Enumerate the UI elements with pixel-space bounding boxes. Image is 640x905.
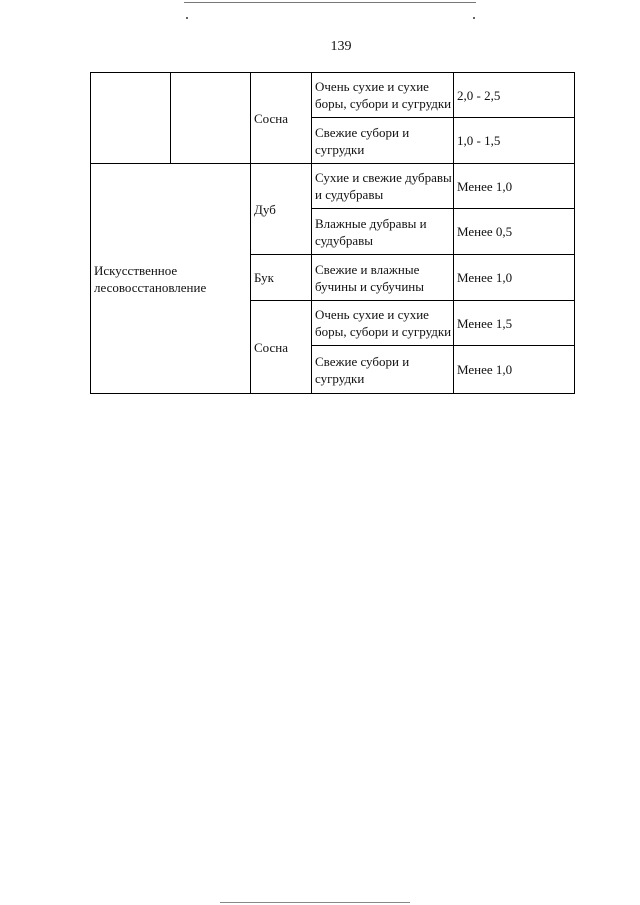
- value-cell: Менее 1,0: [454, 164, 575, 209]
- scan-speck: [186, 17, 188, 19]
- forest-type-cell: Влажные дубравы и судубравы: [312, 209, 454, 255]
- value-cell: Менее 0,5: [454, 209, 575, 255]
- value-cell: Менее 1,0: [454, 346, 575, 394]
- method-cell: Искусственное лесовосстановление: [91, 164, 251, 394]
- forest-type-cell: Очень сухие и сухие боры, субори и сугрудки: [312, 73, 454, 118]
- page-number: 139: [330, 39, 352, 54]
- table-cell-empty: [171, 73, 251, 164]
- species-cell: Сосна: [251, 301, 312, 394]
- value-cell: Менее 1,5: [454, 301, 575, 346]
- scan-edge-line-bottom: [220, 902, 410, 903]
- species-cell: Сосна: [251, 73, 312, 164]
- forest-type-cell: Свежие субори и сугрудки: [312, 346, 454, 394]
- table-row: [91, 73, 575, 118]
- forest-type-cell: Очень сухие и сухие боры, субори и сугрудки: [312, 301, 454, 346]
- forest-type-cell: Свежие и влажные бучины и субучины: [312, 255, 454, 301]
- species-cell: Дуб: [251, 164, 312, 255]
- table-row: [91, 164, 575, 209]
- forest-type-cell: Сухие и свежие дубравы и судубравы: [312, 164, 454, 209]
- document-table: [90, 72, 575, 394]
- value-cell: 1,0 - 1,5: [454, 118, 575, 164]
- scan-edge-line-top: [184, 2, 476, 3]
- species-cell: Бук: [251, 255, 312, 301]
- value-cell: 2,0 - 2,5: [454, 73, 575, 118]
- table-cell-empty: [91, 73, 171, 164]
- scan-speck: [473, 17, 475, 19]
- forest-type-cell: Свежие субори и сугрудки: [312, 118, 454, 164]
- value-cell: Менее 1,0: [454, 255, 575, 301]
